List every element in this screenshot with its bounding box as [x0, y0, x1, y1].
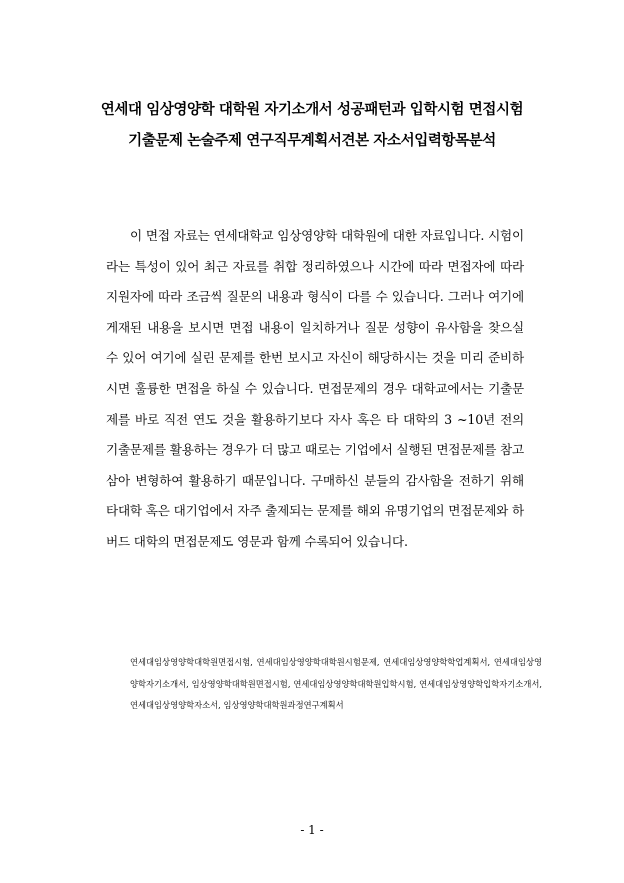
title-line-1: 연세대 임상영양학 대학원 자기소개서 성공패턴과 입학시험 면접시험: [100, 102, 524, 118]
keywords-paragraph: 연세대임상영양학대학원면접시험, 연세대임상영양학대학원시험문제, 연세대임상영양학학업계획서, 연세대임상영양학자기소개서, 임상영양학대학원면접시험, 연세대임상영양학대학원입학시험, 연세대임상영양학입학자기소개서, 연세대임상영양학자소서, 임상영양학대학원과정연구계획서: [130, 657, 542, 710]
title-line-2: 기출문제 논술주제 연구직무계획서견본 자소서입력항목분석: [128, 133, 496, 149]
document-title: [60, 95, 564, 157]
body-paragraph: 이 면접 자료는 연세대학교 임상영양학 대학원에 대한 자료입니다. 시험이라는 특성이 있어 최근 자료를 취합 정리하였으나 시간에 따라 면접자에 따라 지원자에 따라 조금씩 질문의 내용과 형식이 다를 수 있습니다. 그러나 여기에 게재된 내용을 보시면 면접 내용이 일치하거나 질문 성향이 유사함을 찾으실 수 있어 여기에 실린 문제를 한번 보시고 자신이 해당하시는 것을 미리 준비하시면 훌륭한 면접을 하실 수 있습니다. 면접문제의 경우 대학교에서는 기출문제를 바로 직전 연도 것을 활용하기보다 자사 혹은 타 대학의 3 ~10년 전의 기출문제를 활용하는 경우가 더 많고 때로는 기업에서 실행된 면접문제를 참고삼아 변형하여 활용하기 때문입니다. 구매하신 분들의 감사함을 전하기 위해 타대학 혹은 대기업에서 자주 출제되는 문제를 해외 유명기업의 면접문제와 하버드 대학의 면접문제도 영문과 함께 수록되어 있습니다.: [106, 228, 524, 549]
page-number: - 1 -: [300, 823, 324, 837]
